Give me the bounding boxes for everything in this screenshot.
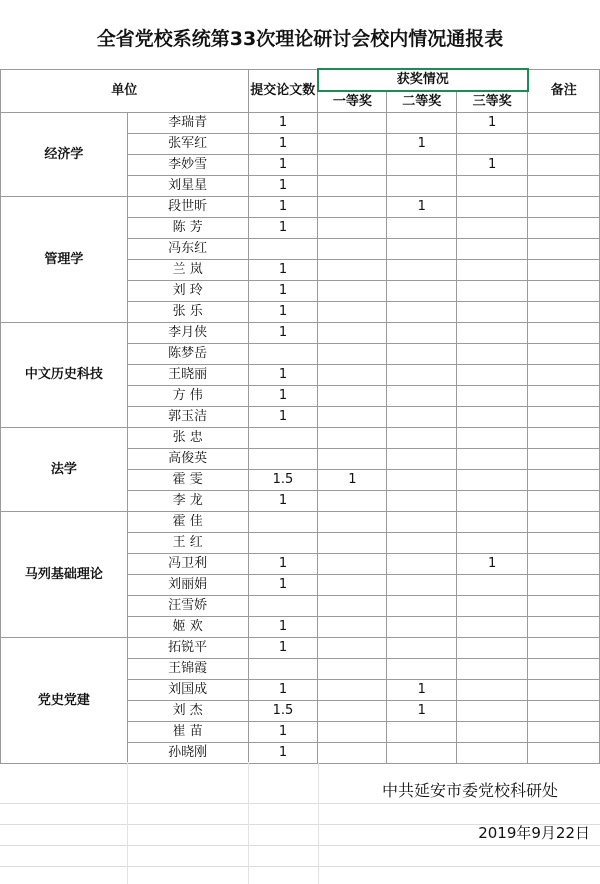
name-cell: 刘国成 xyxy=(127,680,248,701)
first-prize-cell xyxy=(318,365,387,386)
remark-cell xyxy=(528,176,600,197)
first-prize-cell xyxy=(318,449,387,470)
third-prize-cell xyxy=(457,176,528,197)
remark-cell xyxy=(528,596,600,617)
first-prize-cell xyxy=(318,491,387,512)
papers-cell: 1 xyxy=(248,281,318,302)
remark-cell xyxy=(528,722,600,743)
remark-cell xyxy=(528,638,600,659)
department-cell: 中文历史科技 xyxy=(1,323,128,428)
second-prize-cell xyxy=(387,554,457,575)
remark-cell xyxy=(528,470,600,491)
remark-cell xyxy=(528,512,600,533)
department-cell: 经济学 xyxy=(1,113,128,197)
papers-cell: 1 xyxy=(248,176,318,197)
second-prize-cell xyxy=(387,596,457,617)
first-prize-cell xyxy=(318,323,387,344)
second-prize-cell xyxy=(387,659,457,680)
third-prize-cell xyxy=(457,449,528,470)
name-cell: 冯卫利 xyxy=(127,554,248,575)
first-prize-cell xyxy=(318,155,387,176)
table-row xyxy=(1,197,600,218)
first-prize-cell xyxy=(318,575,387,596)
first-prize-cell xyxy=(318,239,387,260)
third-prize-cell xyxy=(457,344,528,365)
remark-cell xyxy=(528,659,600,680)
remark-cell xyxy=(528,701,600,722)
name-cell: 李 龙 xyxy=(127,491,248,512)
papers-cell: 1 xyxy=(248,197,318,218)
award-table xyxy=(0,68,600,764)
third-prize-cell xyxy=(457,260,528,281)
third-prize-cell: 1 xyxy=(457,113,528,134)
table-row xyxy=(1,428,600,449)
papers-cell: 1 xyxy=(248,386,318,407)
third-prize-cell xyxy=(457,659,528,680)
first-prize-cell xyxy=(318,302,387,323)
name-cell: 李月侠 xyxy=(127,323,248,344)
header-third-prize: 三等奖 xyxy=(457,91,528,113)
name-cell: 兰 岚 xyxy=(127,260,248,281)
report-title: 全省党校系统第33次理论研讨会校内情况通报表 xyxy=(96,28,504,50)
first-prize-cell xyxy=(318,134,387,155)
papers-cell: 1 xyxy=(248,575,318,596)
third-prize-cell xyxy=(457,680,528,701)
third-prize-cell xyxy=(457,428,528,449)
issue-date: 2019年9月22日 xyxy=(478,824,590,842)
remark-cell xyxy=(528,449,600,470)
remark-cell xyxy=(528,554,600,575)
name-cell: 霍 雯 xyxy=(127,470,248,491)
second-prize-cell xyxy=(387,281,457,302)
second-prize-cell xyxy=(387,218,457,239)
second-prize-cell xyxy=(387,491,457,512)
second-prize-cell xyxy=(387,428,457,449)
papers-cell: 1 xyxy=(248,638,318,659)
first-prize-cell: 1 xyxy=(318,470,387,491)
name-cell: 拓锐平 xyxy=(127,638,248,659)
first-prize-cell xyxy=(318,197,387,218)
remark-cell xyxy=(528,281,600,302)
remark-cell xyxy=(528,239,600,260)
first-prize-cell xyxy=(318,113,387,134)
first-prize-cell xyxy=(318,281,387,302)
department-cell: 管理学 xyxy=(1,197,128,323)
third-prize-cell xyxy=(457,134,528,155)
header-first-prize: 一等奖 xyxy=(318,91,387,113)
papers-cell: 1 xyxy=(248,617,318,638)
papers-cell: 1 xyxy=(248,113,318,134)
remark-cell xyxy=(528,302,600,323)
second-prize-cell: 1 xyxy=(387,701,457,722)
first-prize-cell xyxy=(318,407,387,428)
remark-cell xyxy=(528,617,600,638)
remark-cell xyxy=(528,113,600,134)
remark-cell xyxy=(528,344,600,365)
papers-cell xyxy=(248,533,318,554)
table-row xyxy=(1,512,600,533)
third-prize-cell xyxy=(457,512,528,533)
second-prize-cell xyxy=(387,176,457,197)
remark-cell xyxy=(528,365,600,386)
department-cell: 法学 xyxy=(1,428,128,512)
name-cell: 陈梦岳 xyxy=(127,344,248,365)
third-prize-cell xyxy=(457,239,528,260)
table-body xyxy=(1,113,600,764)
name-cell: 张军红 xyxy=(127,134,248,155)
papers-cell: 1 xyxy=(248,743,318,764)
papers-cell xyxy=(248,344,318,365)
third-prize-cell xyxy=(457,575,528,596)
first-prize-cell xyxy=(318,176,387,197)
third-prize-cell: 1 xyxy=(457,554,528,575)
second-prize-cell: 1 xyxy=(387,680,457,701)
name-cell: 李妙雪 xyxy=(127,155,248,176)
papers-cell: 1 xyxy=(248,680,318,701)
second-prize-cell xyxy=(387,344,457,365)
name-cell: 霍 佳 xyxy=(127,512,248,533)
remark-cell xyxy=(528,743,600,764)
third-prize-cell xyxy=(457,218,528,239)
first-prize-cell xyxy=(318,218,387,239)
papers-cell xyxy=(248,428,318,449)
name-cell: 刘星星 xyxy=(127,176,248,197)
remark-cell xyxy=(528,428,600,449)
second-prize-cell xyxy=(387,449,457,470)
name-cell: 段世昕 xyxy=(127,197,248,218)
name-cell: 张 忠 xyxy=(127,428,248,449)
second-prize-cell xyxy=(387,239,457,260)
second-prize-cell xyxy=(387,512,457,533)
issuing-organization: 中共延安市委党校科研处 xyxy=(381,781,558,800)
second-prize-cell: 1 xyxy=(387,134,457,155)
name-cell: 姬 欢 xyxy=(127,617,248,638)
third-prize-cell xyxy=(457,533,528,554)
papers-cell xyxy=(248,596,318,617)
table-row xyxy=(1,323,600,344)
papers-cell xyxy=(248,449,318,470)
third-prize-cell xyxy=(457,323,528,344)
second-prize-cell xyxy=(387,260,457,281)
header-unit: 单位 xyxy=(1,69,249,113)
second-prize-cell xyxy=(387,638,457,659)
papers-cell: 1.5 xyxy=(248,701,318,722)
department-cell: 党史党建 xyxy=(1,638,128,764)
remark-cell xyxy=(528,155,600,176)
name-cell: 刘丽娟 xyxy=(127,575,248,596)
papers-cell xyxy=(248,239,318,260)
second-prize-cell xyxy=(387,302,457,323)
third-prize-cell xyxy=(457,365,528,386)
second-prize-cell xyxy=(387,407,457,428)
header-remark: 备注 xyxy=(528,69,600,113)
second-prize-cell: 1 xyxy=(387,197,457,218)
first-prize-cell xyxy=(318,680,387,701)
name-cell: 崔 苗 xyxy=(127,722,248,743)
name-cell: 郭玉洁 xyxy=(127,407,248,428)
papers-cell: 1 xyxy=(248,365,318,386)
header-second-prize: 二等奖 xyxy=(387,91,457,113)
name-cell: 高俊英 xyxy=(127,449,248,470)
third-prize-cell xyxy=(457,743,528,764)
remark-cell xyxy=(528,323,600,344)
first-prize-cell xyxy=(318,386,387,407)
third-prize-cell xyxy=(457,197,528,218)
first-prize-cell xyxy=(318,701,387,722)
third-prize-cell xyxy=(457,470,528,491)
remark-cell xyxy=(528,260,600,281)
first-prize-cell xyxy=(318,596,387,617)
first-prize-cell xyxy=(318,260,387,281)
second-prize-cell xyxy=(387,743,457,764)
third-prize-cell xyxy=(457,407,528,428)
remark-cell xyxy=(528,134,600,155)
third-prize-cell xyxy=(457,491,528,512)
papers-cell: 1 xyxy=(248,155,318,176)
remark-cell xyxy=(528,533,600,554)
remark-cell xyxy=(528,197,600,218)
remark-cell xyxy=(528,680,600,701)
papers-cell: 1.5 xyxy=(248,470,318,491)
second-prize-cell xyxy=(387,365,457,386)
table-row xyxy=(1,113,600,134)
first-prize-cell xyxy=(318,533,387,554)
third-prize-cell xyxy=(457,596,528,617)
name-cell: 方 伟 xyxy=(127,386,248,407)
first-prize-cell xyxy=(318,743,387,764)
second-prize-cell xyxy=(387,617,457,638)
table-row xyxy=(1,638,600,659)
second-prize-cell xyxy=(387,323,457,344)
second-prize-cell xyxy=(387,386,457,407)
first-prize-cell xyxy=(318,722,387,743)
first-prize-cell xyxy=(318,344,387,365)
first-prize-cell xyxy=(318,617,387,638)
first-prize-cell xyxy=(318,512,387,533)
third-prize-cell xyxy=(457,386,528,407)
papers-cell: 1 xyxy=(248,554,318,575)
first-prize-cell xyxy=(318,638,387,659)
remark-cell xyxy=(528,491,600,512)
papers-cell: 1 xyxy=(248,134,318,155)
third-prize-cell xyxy=(457,281,528,302)
remark-cell xyxy=(528,575,600,596)
second-prize-cell xyxy=(387,155,457,176)
papers-cell: 1 xyxy=(248,407,318,428)
header-papers: 提交论文数 xyxy=(248,69,318,113)
papers-cell: 1 xyxy=(248,323,318,344)
name-cell: 汪雪娇 xyxy=(127,596,248,617)
name-cell: 刘 玲 xyxy=(127,281,248,302)
third-prize-cell xyxy=(457,701,528,722)
name-cell: 李瑞青 xyxy=(127,113,248,134)
name-cell: 孙晓刚 xyxy=(127,743,248,764)
papers-cell: 1 xyxy=(248,218,318,239)
third-prize-cell xyxy=(457,302,528,323)
third-prize-cell xyxy=(457,722,528,743)
papers-cell: 1 xyxy=(248,260,318,281)
papers-cell xyxy=(248,659,318,680)
papers-cell: 1 xyxy=(248,491,318,512)
name-cell: 王锦霞 xyxy=(127,659,248,680)
first-prize-cell xyxy=(318,554,387,575)
third-prize-cell xyxy=(457,638,528,659)
second-prize-cell xyxy=(387,113,457,134)
papers-cell: 1 xyxy=(248,302,318,323)
department-cell: 马列基础理论 xyxy=(1,512,128,638)
header-awards: 获奖情况 xyxy=(318,69,528,91)
name-cell: 刘 杰 xyxy=(127,701,248,722)
name-cell: 陈 芳 xyxy=(127,218,248,239)
papers-cell xyxy=(248,512,318,533)
papers-cell: 1 xyxy=(248,722,318,743)
second-prize-cell xyxy=(387,470,457,491)
remark-cell xyxy=(528,386,600,407)
second-prize-cell xyxy=(387,575,457,596)
first-prize-cell xyxy=(318,659,387,680)
second-prize-cell xyxy=(387,533,457,554)
third-prize-cell xyxy=(457,617,528,638)
name-cell: 张 乐 xyxy=(127,302,248,323)
remark-cell xyxy=(528,407,600,428)
name-cell: 冯东红 xyxy=(127,239,248,260)
remark-cell xyxy=(528,218,600,239)
third-prize-cell: 1 xyxy=(457,155,528,176)
second-prize-cell xyxy=(387,722,457,743)
first-prize-cell xyxy=(318,428,387,449)
name-cell: 王晓丽 xyxy=(127,365,248,386)
name-cell: 王 红 xyxy=(127,533,248,554)
